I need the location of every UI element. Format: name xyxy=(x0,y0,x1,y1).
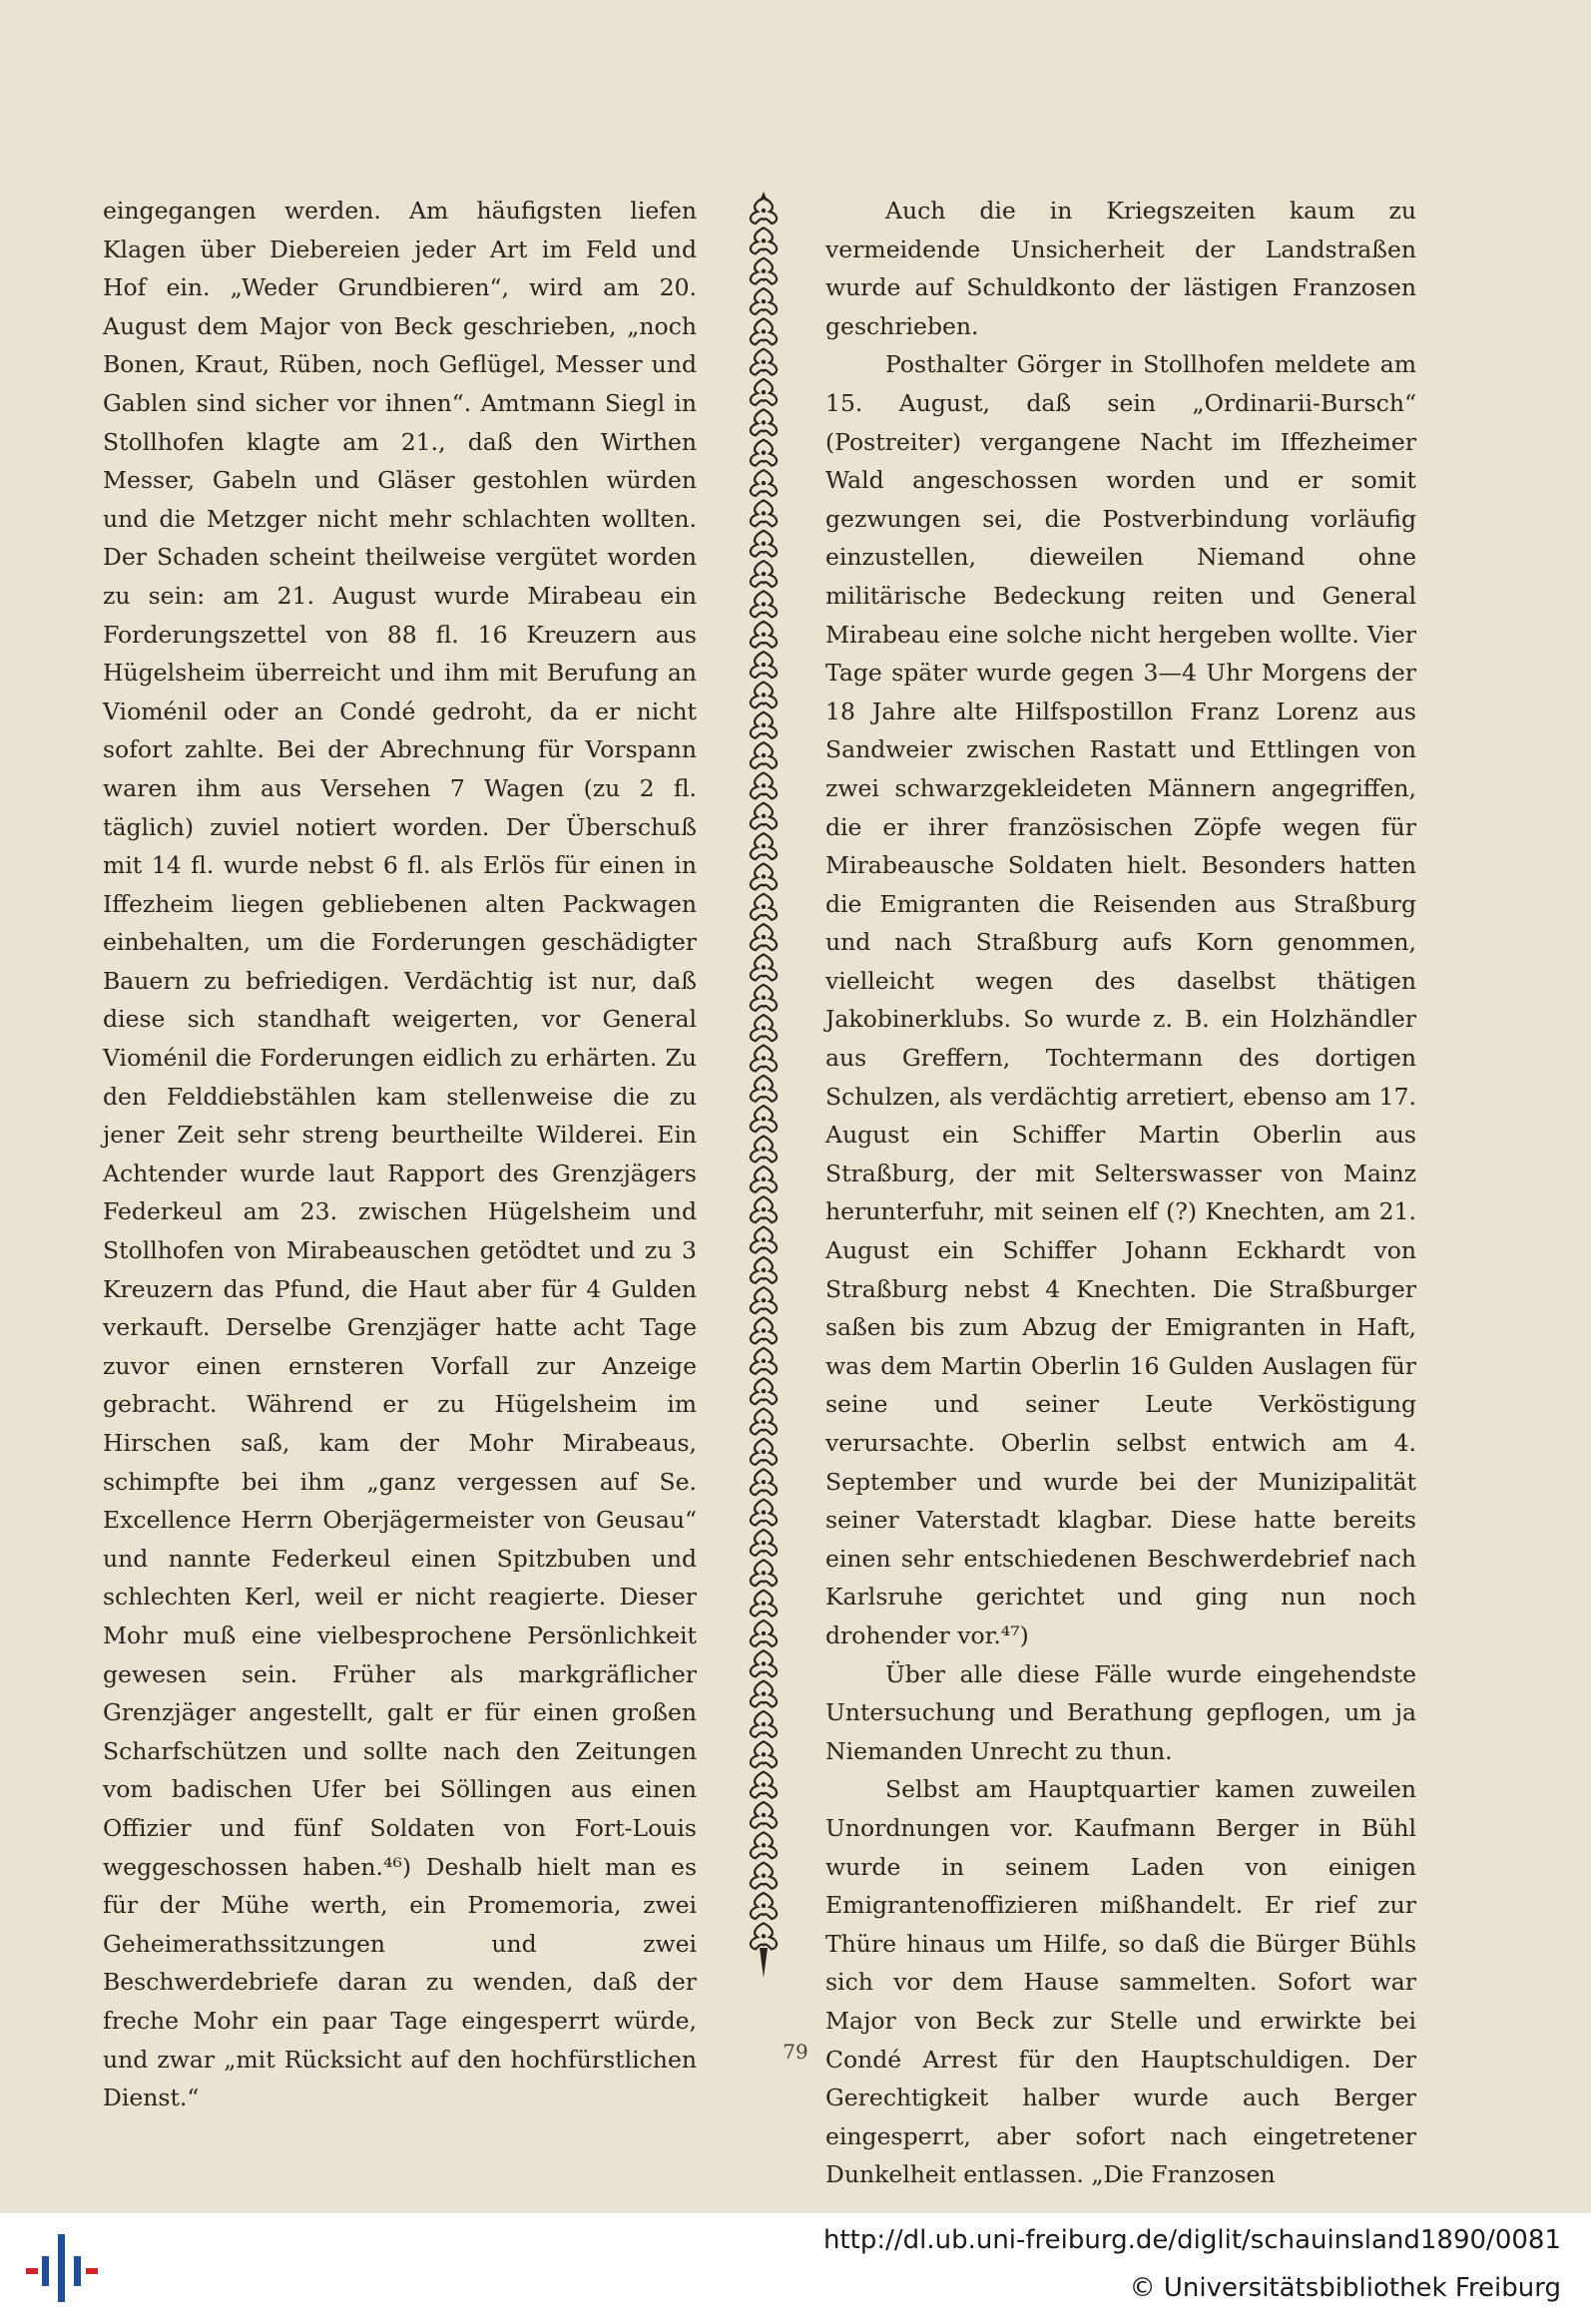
copyright-notice: © Universitätsbibliothek Freiburg xyxy=(1129,2273,1561,2303)
ornament-leaf xyxy=(751,1409,777,1435)
page-number: 79 xyxy=(783,2040,808,2064)
footer-bar xyxy=(0,2213,1591,2324)
ornament-leaf xyxy=(751,1893,777,1919)
ornament-leaf xyxy=(751,742,777,768)
ornament-leaf xyxy=(751,1591,777,1617)
ornament-leaf xyxy=(751,1378,777,1404)
ornament-leaf xyxy=(751,591,777,617)
ornament-leaf xyxy=(751,1711,777,1737)
ornament-leaf xyxy=(751,1227,777,1253)
ornament-finial-top xyxy=(760,192,768,202)
ornamental-divider-icon xyxy=(734,192,794,1978)
ornament-leaf xyxy=(751,682,777,707)
ornament-leaf xyxy=(751,803,777,829)
ornament-leaf xyxy=(751,1621,777,1646)
ornament-leaf xyxy=(751,500,777,526)
ornament-leaf xyxy=(751,440,777,466)
ornament-leaf xyxy=(751,1500,777,1526)
ornament-leaf xyxy=(751,561,777,587)
ornament-leaf xyxy=(751,228,777,253)
ornament-leaf xyxy=(751,379,777,405)
ornament-leaf xyxy=(751,1196,777,1222)
ornament-leaf xyxy=(751,1045,777,1071)
ornament-leaf xyxy=(751,1318,777,1344)
ornament-leaf xyxy=(751,531,777,557)
paragraph: Über alle diese Fälle wurde eingehendste Untersuchung und Berathung gepflogen, um ja Niemanden Unrecht zu thun. xyxy=(825,1659,1416,1765)
ornament-leaf xyxy=(751,863,777,889)
ornament-leaf xyxy=(751,652,777,678)
ornament-finial-bottom xyxy=(760,1948,768,1978)
ornament-leaf xyxy=(751,470,777,496)
ornament-leaf xyxy=(751,1802,777,1828)
ornament-leaf xyxy=(751,894,777,920)
ornament-leaf xyxy=(751,409,777,435)
ornament-leaf xyxy=(751,1863,777,1889)
ornament-leaf xyxy=(751,712,777,738)
ornament-leaf xyxy=(751,1439,777,1465)
paragraph: Posthalter Görger in Stollhofen meldete am 15. August, daß sein „Ordinarii-Bursch“ (Postreiter) vergangene Nacht im Iffezheimer Wald angeschossen worden und er somit gezwungen sei, die Postverbindung vorläufig einzustellen, dieweilen Niemand ohne militärische Bedeckung reiten und General Mirabeau eine solche nicht hergeben wollte. Vier Tage später wurde gegen 3—4 Uhr Morgens der 18 Jahre alte Hilfspostillon Franz Lorenz aus Sandweier zwischen Rastatt und Ettlingen von zwei schwarzgekleideten Männern angegriffen, die er ihrer französischen Zöpfe wegen für Mirabeausche Soldaten hielt. Besonders hatten die Emigranten die Reisenden aus Straßburg und nach Straßburg aufs Korn genommen, vielleicht wegen des daselbst thätigen Jakobinerklubs. So wurde z. B. ein Holzhändler aus Greffern, Tochtermann des dortigen Schulzen, als verdächtig arretiert, ebenso am 17. August ein Schiffer Martin Oberlin aus Straßburg, der mit Selterswasser von Mainz herunterfuhr, mit seinen elf (?) Knechten, am 21. August ein Schiffer Johann Eckhardt von Straßburg nebst 4 Knechten. Die Straßburger saßen bis zum Abzug der Emigranten in Haft, was dem Martin Oberlin 16 Gulden Auslagen für seine und seiner Leute Verköstigung verursachte. Oberlin selbst entwich am 4. September und wurde bei der Munizipalität seiner Vaterstadt klagbar. Diese hatte bereits einen sehr entschiedenen Beschwerdebrief nach Karlsruhe gerichtet und ging nun noch drohender vor.⁴⁷) xyxy=(825,350,1416,1649)
left-text-column xyxy=(103,192,697,2117)
ornament-leaf xyxy=(751,1923,777,1949)
ornament-leaf xyxy=(751,1076,777,1102)
ornament-leaf xyxy=(751,1530,777,1556)
document-url-link[interactable]: http://dl.ub.uni-freiburg.de/diglit/schauinsland1890/0081 xyxy=(822,2225,1561,2255)
ornament-leaf xyxy=(751,288,777,314)
ornament-leaf xyxy=(751,1469,777,1495)
ornament-leaf xyxy=(751,1772,777,1798)
ornament-leaf xyxy=(751,198,777,224)
ornament-leaf xyxy=(751,258,777,284)
ornament-leaf xyxy=(751,985,777,1011)
ornament-leaf xyxy=(751,833,777,859)
paragraph: Auch die in Kriegszeiten kaum zu vermeidende Unsicherheit der Landstraßen wurde auf Schuldkonto der lästigen Franzosen geschrieben. xyxy=(825,197,1416,340)
paragraph: eingegangen werden. Am häufigsten liefen Klagen über Diebereien jeder Art im Feld und Hof ein. „Weder Grundbieren“, wird am 20. August dem Major von Beck geschrieben, „noch Bonen, Kraut, Rüben, noch Geflügel, Messer und Gablen sind sicher vor ihnen“. Amtmann Siegl in Stollhofen klagte am 21., daß den Wirthen Messer, Gabeln und Gläser gestohlen würden und die Metzger nicht mehr schlachten wollten. Der Schaden scheint theilweise vergütet worden zu sein: am 21. August wurde Mirabeau ein Forderungszettel von 88 fl. 16 Kreuzern aus Hügelsheim überreicht und ihm mit Berufung an Vioménil oder an Condé gedroht, da er nicht sofort zahlte. Bei der Abrechnung für Vorspann waren ihm aus Versehen 7 Wagen (zu 2 fl. täglich) zuviel notiert worden. Der Überschuß mit 14 fl. wurde nebst 6 fl. als Erlös für einen in Iffezheim liegen gebliebenen alten Packwagen einbehalten, um die Forderungen geschädigter Bauern zu befriedigen. Verdächtig ist nur, daß diese sich standhaft weigerten, vor General Vioménil die Forderungen eidlich zu erhärten. Zu den Felddiebstählen kam stellenweise die zu jener Zeit sehr streng beurtheilte Wilderei. Ein Achtender wurde laut Rapport des Grenzjägers Federkeul am 23. zwischen Hügelsheim und Stollhofen von Mirabeauschen getödtet und zu 3 Kreuzern das Pfund, die Haut aber für 4 Gulden verkauft. Derselbe Grenzjäger hatte acht Tage zuvor einen ernsteren Vorfall zur Anzeige gebracht. Während er zu Hügelsheim im Hirschen saß, kam der Mohr Mirabeaus, schimpfte bei ihm „ganz vergessen auf Se. Excellence Herrn Oberjägermeister von Geusau“ und nannte Federkeul einen Spitzbuben und schlechten Kerl, weil er nicht reagierte. Dieser Mohr muß eine vielbesprochene Persönlichkeit gewesen sein. Früher als markgräflicher Grenzjäger angestellt, galt er für einen großen Scharfschützen und sollte nach den Zeitungen vom badischen Ufer bei Söllingen aus einen Offizier und fünf Soldaten von Fort-Louis weggeschossen haben.⁴⁶) Deshalb hielt man es für der Mühe werth, ein Promemoria, zwei Geheimerathssitzungen und zwei Beschwerdebriefe daran zu wenden, daß der freche Mohr ein paar Tage eingesperrt würde, und zwar „mit Rücksicht auf den hochfürstlichen Dienst.“ xyxy=(103,197,697,2112)
ornament-leaf xyxy=(751,1257,777,1283)
ornament-leaf xyxy=(751,1137,777,1162)
ornament-leaf xyxy=(751,1650,777,1676)
ornament-leaf xyxy=(751,1015,777,1041)
ornament-leaf xyxy=(751,1287,777,1313)
ornament-leaf xyxy=(751,1832,777,1858)
ornament-leaf xyxy=(751,622,777,648)
ornament-leaf xyxy=(751,924,777,950)
ornament-leaf xyxy=(751,1166,777,1192)
ornament-leaf xyxy=(751,1681,777,1707)
ornament-leaf xyxy=(751,1741,777,1767)
ornament-leaf xyxy=(751,772,777,798)
ornament-leaf xyxy=(751,1106,777,1132)
ornament-leaf xyxy=(751,954,777,980)
ornament-leaf xyxy=(751,1560,777,1586)
ornament-leaf xyxy=(751,349,777,375)
ub-freiburg-logo-icon xyxy=(22,2228,102,2308)
paragraph: Selbst am Hauptquartier kamen zuweilen Unordnungen vor. Kaufmann Berger in Bühl wurde in seinem Laden von einigen Emigrantenoffizieren mißhandelt. Er rief zur Thüre hinaus um Hilfe, so daß die Bürger Bühls sich vor dem Hause sammelten. Sofort war Major von Beck zur Stelle und erwirkte bei Condé Arrest für den Hauptschuldigen. Der Gerechtigkeit halber wurde auch Berger eingesperrt, aber sofort nach eingetretener Dunkelheit entlassen. „Die Franzosen xyxy=(825,1775,1416,2189)
ornament-leaf xyxy=(751,318,777,344)
ornament-leaf xyxy=(751,1348,777,1374)
right-text-column xyxy=(825,192,1416,2194)
